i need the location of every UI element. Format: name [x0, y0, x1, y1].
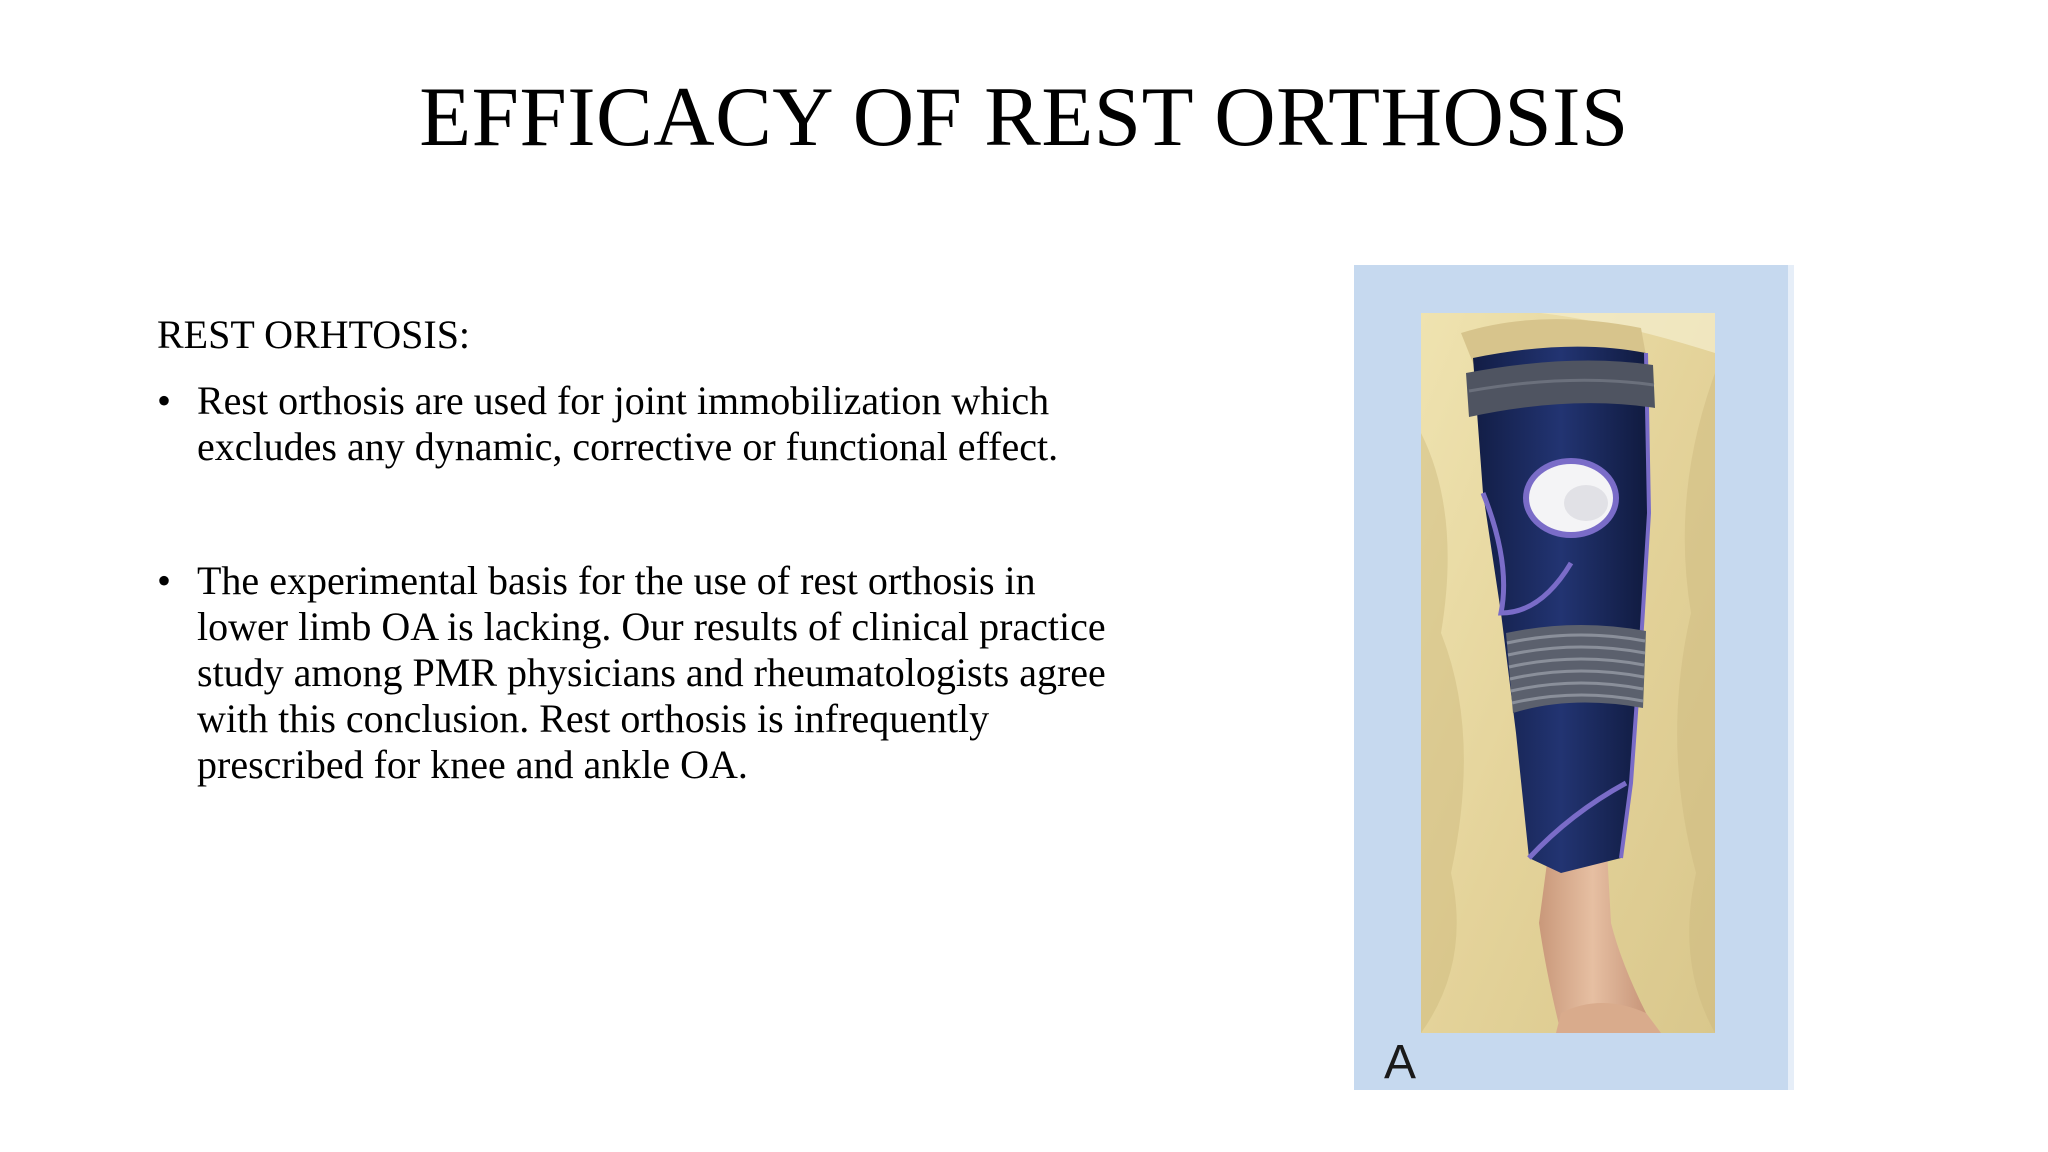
bullet-icon: •: [157, 378, 172, 423]
knee-orthosis-illustration: [1421, 313, 1715, 1033]
orthosis-photo: [1421, 313, 1715, 1033]
bullet-text: Rest orthosis are used for joint immobilization which excludes any dynamic, corrective or functional effect.: [197, 378, 1059, 469]
text-content: [157, 312, 1117, 788]
section-heading: REST ORHTOSIS:: [157, 312, 471, 357]
panel-label: A: [1384, 1036, 1417, 1089]
bullet-icon: •: [157, 558, 172, 603]
bullet-text: The experimental basis for the use of rest orthosis in lower limb OA is lacking. Our results of clinical practice study among PMR physicians and rheumatologists agree with this conclusion. Rest orthosis is infrequently prescribed for knee and ankle OA.: [197, 558, 1106, 787]
bullet-item: [157, 558, 1117, 788]
orthosis-figure: [1354, 265, 1794, 1090]
slide-title: EFFICACY OF REST ORTHOSIS: [419, 70, 1629, 164]
bullet-item: [157, 378, 1117, 470]
bullet-list: [157, 378, 1117, 788]
